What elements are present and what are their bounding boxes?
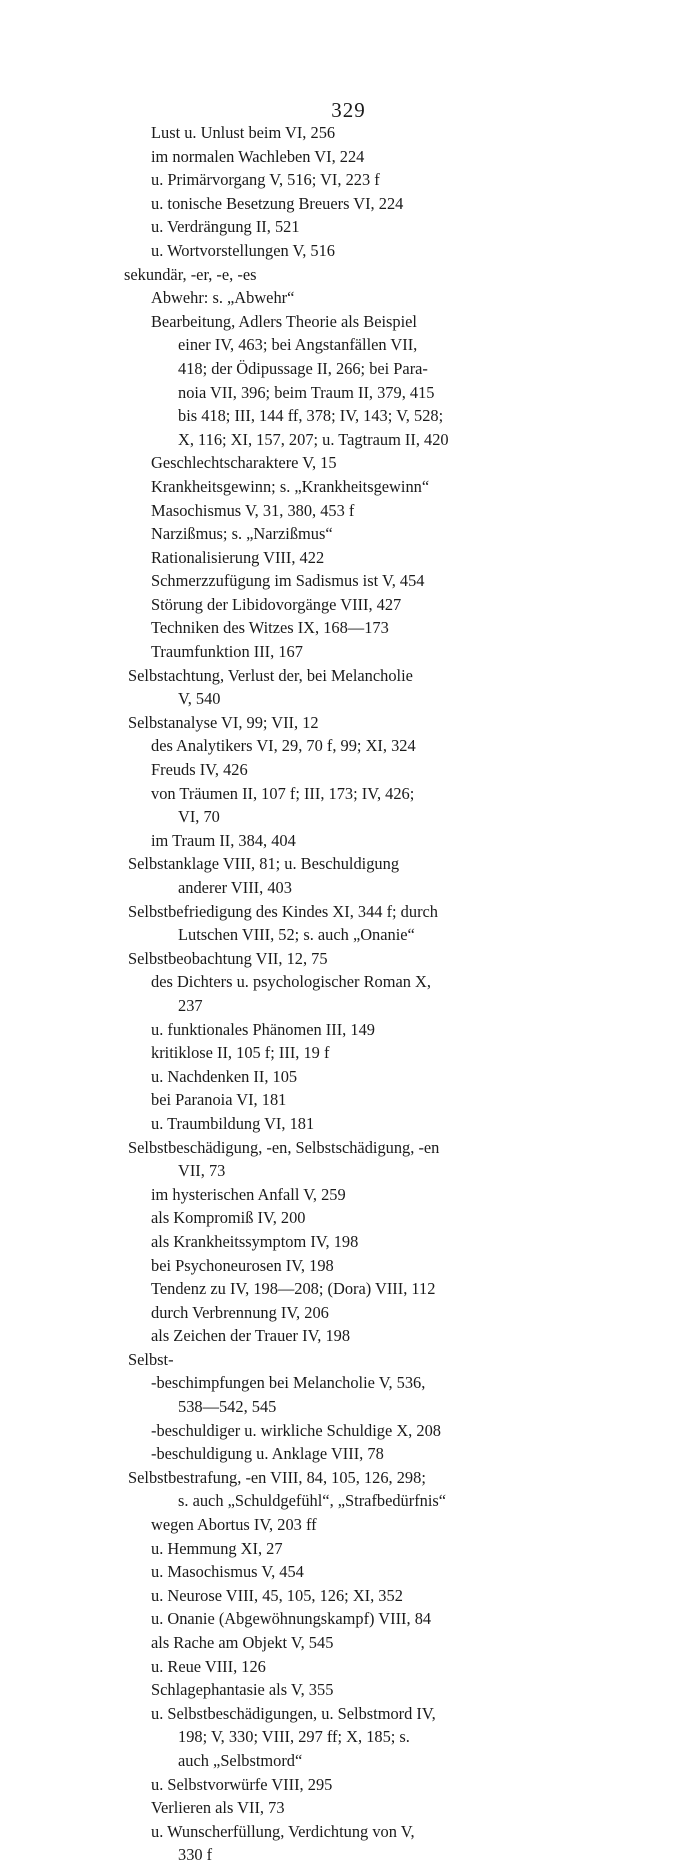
index-subentry-line: Lutschen VIII, 52; s. auch „Onanie“: [178, 925, 415, 945]
index-subentry-line: des Analytikers VI, 29, 70 f, 99; XI, 324: [151, 736, 416, 756]
index-subentry-line: u. Selbstbeschädigungen, u. Selbstmord IV,: [151, 1703, 436, 1723]
index-subentry-line: u. Neurose VIII, 45, 105, 126; XI, 352: [151, 1585, 403, 1605]
index-subentry-line: u. tonische Besetzung Breuers VI, 224: [151, 193, 404, 213]
index-subentry-line: -beschuldigung u. Anklage VIII, 78: [151, 1444, 384, 1464]
index-subentry-line: u. Wunscherfüllung, Verdichtung von V,: [151, 1821, 415, 1841]
index-subentry-line: 330 f: [178, 1845, 213, 1865]
index-subentry-line: Techniken des Witzes IX, 168—173: [151, 618, 389, 638]
index-subentry-line: VI, 70: [178, 807, 220, 827]
index-subentry-line: s. auch „Schuldgefühl“, „Strafbedürfnis“: [178, 1491, 447, 1511]
index-subentry-line: als Kompromiß IV, 200: [151, 1208, 306, 1228]
index-subentry-line: von Träumen II, 107 f; III, 173; IV, 426;: [151, 783, 415, 803]
index-subentry-line: 198; V, 330; VIII, 297 ff; X, 185; s.: [178, 1727, 410, 1747]
index-subentry-line: 237: [178, 995, 203, 1015]
index-subentry-line: X, 116; XI, 157, 207; u. Tagtraum II, 420: [178, 429, 449, 449]
index-subentry-line: Störung der Libidovorgänge VIII, 427: [151, 594, 402, 614]
index-subentry-line: des Dichters u. psychologischer Roman X,: [151, 972, 431, 992]
index-subentry-line: u. Selbstvorwürfe VIII, 295: [151, 1774, 333, 1794]
index-subentry-line: Traumfunktion III, 167: [151, 642, 303, 662]
index-subentry-line: u. Nachdenken II, 105: [151, 1066, 298, 1086]
index-subentry-line: Tendenz zu IV, 198—208; (Dora) VIII, 112: [151, 1279, 436, 1299]
index-headword-line: Selbst-: [128, 1349, 174, 1369]
index-subentry-line: 538—542, 545: [178, 1397, 277, 1417]
index-subentry-line: als Zeichen der Trauer IV, 198: [151, 1326, 351, 1346]
index-subentry-line: Verlieren als VII, 73: [151, 1798, 285, 1818]
index-subentry-line: bei Paranoia VI, 181: [151, 1090, 287, 1110]
index-headword-line: Selbstanalyse VI, 99; VII, 12: [128, 712, 319, 732]
index-subentry-line: bis 418; III, 144 ff, 378; IV, 143; V, 528;: [178, 406, 444, 426]
index-subentry-line: Schlagephantasie als V, 355: [151, 1680, 334, 1700]
index-subentry-line: u. Verdrängung II, 521: [151, 217, 300, 237]
index-subentry-line: einer IV, 463; bei Angstanfällen VII,: [178, 335, 418, 355]
index-subentry-line: Narzißmus; s. „Narzißmus“: [151, 524, 333, 544]
index-subentry-line: V, 540: [178, 689, 221, 709]
index-subentry-line: u. Reue VIII, 126: [151, 1656, 266, 1676]
index-subentry-line: u. Masochismus V, 454: [151, 1562, 304, 1582]
index-subentry-line: u. funktionales Phänomen III, 149: [151, 1019, 375, 1039]
index-subentry-line: im Traum II, 384, 404: [151, 830, 296, 850]
index-subentry-line: im normalen Wachleben VI, 224: [151, 146, 365, 166]
index-subentry-line: u. Hemmung XI, 27: [151, 1538, 283, 1558]
index-headword-line: Selbstbeschädigung, -en, Selbstschädigung, -en: [128, 1137, 440, 1157]
index-headword-line: Selbstbeobachtung VII, 12, 75: [128, 948, 328, 968]
index-subentry-line: u. Traumbildung VI, 181: [151, 1113, 315, 1133]
index-headword-line: Selbstachtung, Verlust der, bei Melancholie: [128, 665, 413, 685]
index-headword-line: Selbstbefriedigung des Kindes XI, 344 f; durch: [128, 901, 438, 921]
index-subentry-line: Freuds IV, 426: [151, 760, 248, 780]
index-subentry-line: auch „Selbstmord“: [178, 1750, 303, 1770]
page-number: 329: [331, 98, 366, 122]
index-headword-line: sekundär, -er, -e, -es: [124, 264, 257, 284]
index-subentry-line: Krankheitsgewinn; s. „Krankheitsgewinn“: [151, 476, 430, 496]
index-subentry-line: u. Wortvorstellungen V, 516: [151, 240, 335, 260]
index-subentry-line: -beschuldiger u. wirkliche Schuldige X, 208: [151, 1420, 441, 1440]
index-subentry-line: Bearbeitung, Adlers Theorie als Beispiel: [151, 311, 417, 331]
index-subentry-line: -beschimpfungen bei Melancholie V, 536,: [151, 1373, 426, 1393]
index-subentry-line: noia VII, 396; beim Traum II, 379, 415: [178, 382, 435, 402]
index-subentry-line: wegen Abortus IV, 203 ff: [151, 1515, 317, 1535]
index-subentry-line: im hysterischen Anfall V, 259: [151, 1184, 346, 1204]
index-subentry-line: anderer VIII, 403: [178, 878, 292, 897]
index-subentry-line: Geschlechtscharaktere V, 15: [151, 453, 337, 473]
index-subentry-line: Abwehr: s. „Abwehr“: [151, 288, 295, 308]
index-headword-line: Selbstanklage VIII, 81; u. Beschuldigung: [128, 854, 400, 874]
index-subentry-line: u. Primärvorgang V, 516; VI, 223 f: [151, 170, 380, 190]
index-subentry-line: bei Psychoneurosen IV, 198: [151, 1255, 334, 1275]
index-subentry-line: als Rache am Objekt V, 545: [151, 1633, 334, 1652]
index-subentry-line: Schmerzzufügung im Sadismus ist V, 454: [151, 571, 425, 591]
index-headword-line: Selbstbestrafung, -en VIII, 84, 105, 126, 298;: [128, 1467, 426, 1487]
index-subentry-line: als Krankheitssymptom IV, 198: [151, 1231, 359, 1251]
index-subentry-line: Rationalisierung VIII, 422: [151, 547, 325, 567]
index-entry-list: [124, 121, 573, 1867]
index-subentry-line: Lust u. Unlust beim VI, 256: [151, 123, 336, 142]
index-subentry-line: VII, 73: [178, 1161, 226, 1181]
index-subentry-line: u. Onanie (Abgewöhnungskampf) VIII, 84: [151, 1609, 432, 1629]
index-subentry-line: durch Verbrennung IV, 206: [151, 1302, 329, 1322]
index-subentry-line: Masochismus V, 31, 380, 453 f: [151, 500, 355, 520]
index-subentry-line: kritiklose II, 105 f; III, 19 f: [151, 1043, 330, 1063]
index-subentry-line: 418; der Ödipussage II, 266; bei Para-: [178, 358, 428, 378]
